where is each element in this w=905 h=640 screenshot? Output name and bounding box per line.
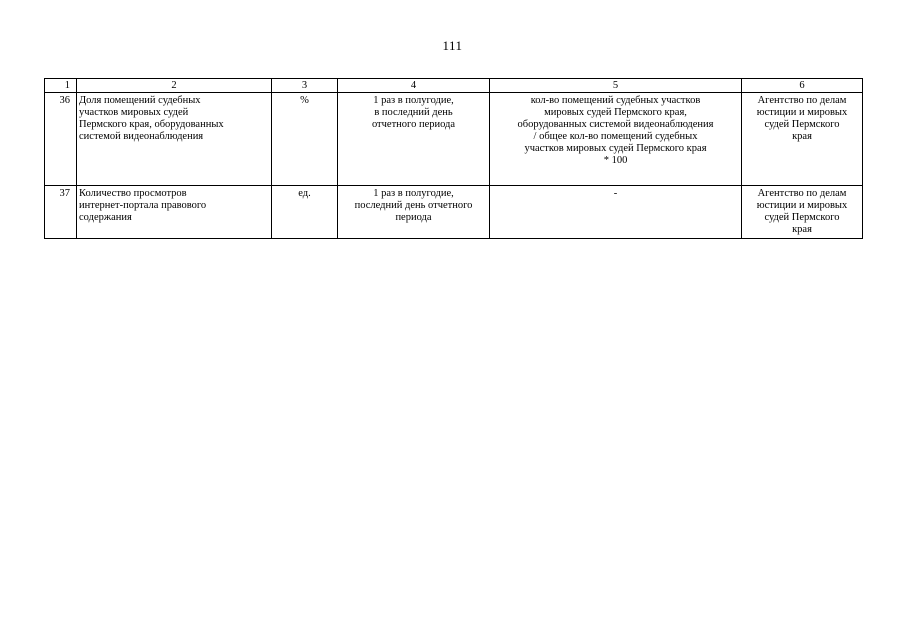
column-header-5: 5 <box>490 79 742 93</box>
indicator-name: Доля помещений судебных участков мировых судей Пермского края, оборудованных системой видеонаблюдения <box>77 93 272 186</box>
table-header-row <box>45 79 863 93</box>
collection-frequency: 1 раз в полугодие, в последний день отчетного периода <box>338 93 490 186</box>
column-header-3: 3 <box>272 79 338 93</box>
calculation-formula: - <box>490 186 742 239</box>
calculation-formula: кол-во помещений судебных участков мировых судей Пермского края, оборудованных системой видеонаблюдения / общее кол-во помещений судебных участков мировых судей Пермского края * 100 <box>490 93 742 186</box>
unit-of-measure: ед. <box>272 186 338 239</box>
table-row <box>45 93 863 186</box>
table-body <box>45 93 863 239</box>
page-number: 111 <box>442 38 463 53</box>
table-header <box>45 79 863 93</box>
column-header-4: 4 <box>338 79 490 93</box>
row-number: 37 <box>45 186 77 239</box>
column-header-6: 6 <box>742 79 863 93</box>
table-row <box>45 186 863 239</box>
column-header-2: 2 <box>77 79 272 93</box>
indicator-name: Количество просмотров интернет-портала правового содержания <box>77 186 272 239</box>
unit-of-measure: % <box>272 93 338 186</box>
collection-frequency: 1 раз в полугодие, последний день отчетного периода <box>338 186 490 239</box>
responsible-agency: Агентство по делам юстиции и мировых судей Пермского края <box>742 93 863 186</box>
column-header-1: 1 <box>45 79 77 93</box>
row-number: 36 <box>45 93 77 186</box>
responsible-agency: Агентство по делам юстиции и мировых судей Пермского края <box>742 186 863 239</box>
indicators-table <box>44 78 863 239</box>
